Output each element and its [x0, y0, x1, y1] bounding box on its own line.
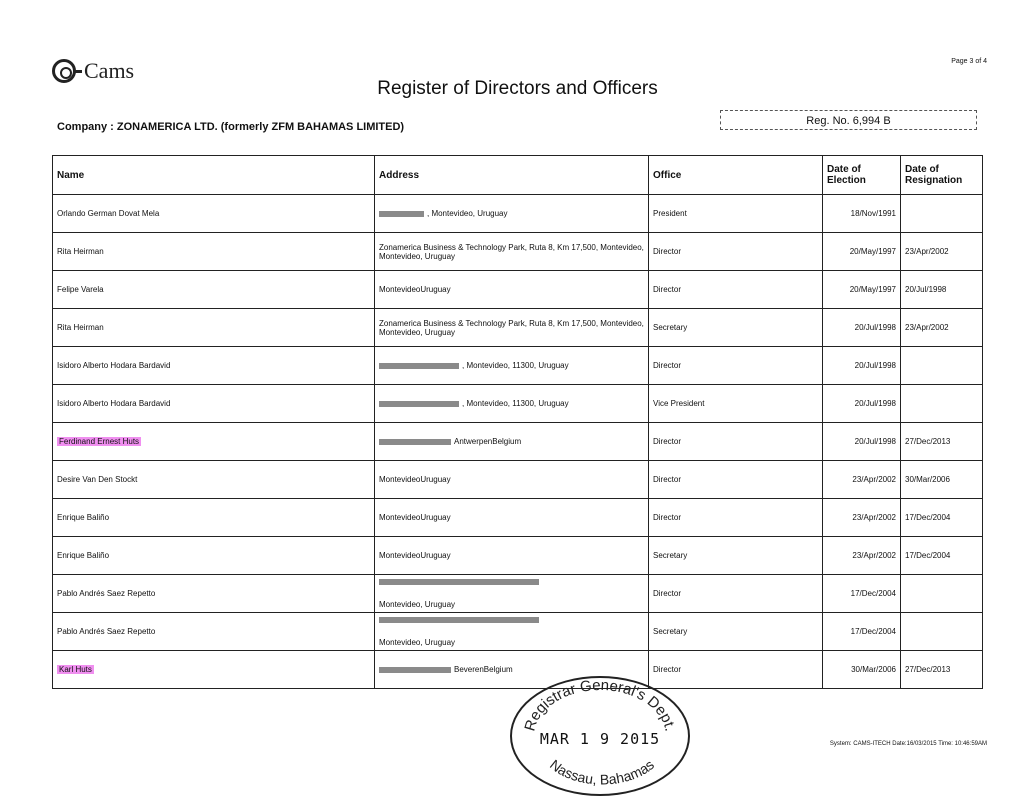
election-date: 20/Jul/1998 [823, 385, 901, 423]
redaction-bar [379, 579, 539, 585]
director-address: AntwerpenBelgium [375, 423, 649, 461]
director-address: MontevideoUruguay [375, 499, 649, 537]
table-row [53, 537, 983, 575]
registration-number: Reg. No. 6,994 B [720, 110, 977, 130]
table-row [53, 499, 983, 537]
director-address: , Montevideo, Uruguay [375, 195, 649, 233]
director-name: Enrique Baliño [53, 499, 375, 537]
director-office: Secretary [649, 537, 823, 575]
resignation-date [901, 575, 983, 613]
resignation-date: 27/Dec/2013 [901, 423, 983, 461]
resignation-date: 23/Apr/2002 [901, 309, 983, 347]
election-date: 20/Jul/1998 [823, 423, 901, 461]
election-date: 23/Apr/2002 [823, 461, 901, 499]
director-name: Rita Heirman [53, 233, 375, 271]
director-office: Secretary [649, 613, 823, 651]
director-office: Vice President [649, 385, 823, 423]
redaction-bar [379, 617, 539, 623]
director-office: Director [649, 423, 823, 461]
resignation-date [901, 347, 983, 385]
director-address: MontevideoUruguay [375, 461, 649, 499]
column-header-resignation: Date of Resignation [901, 156, 983, 195]
column-header-address: Address [375, 156, 649, 195]
resignation-date: 30/Mar/2006 [901, 461, 983, 499]
director-office: Director [649, 499, 823, 537]
table-header-row [53, 156, 983, 195]
table-row [53, 575, 983, 613]
redaction-bar [379, 439, 451, 445]
resignation-date [901, 195, 983, 233]
company-name: Company : ZONAMERICA LTD. (formerly ZFM BAHAMAS LIMITED) [57, 121, 405, 133]
column-header-name: Name [53, 156, 375, 195]
director-address: Zonamerica Business & Technology Park, Ruta 8, Km 17,500, Montevideo, Montevideo, Uruguay [375, 233, 649, 271]
resignation-date [901, 385, 983, 423]
logo-text: Cams [84, 58, 135, 83]
election-date: 20/May/1997 [823, 233, 901, 271]
election-date: 23/Apr/2002 [823, 499, 901, 537]
director-office: Director [649, 271, 823, 309]
stamp-bottom-text: Nassau, Bahamas [546, 756, 658, 788]
redaction-bar [379, 667, 451, 673]
resignation-date: 23/Apr/2002 [901, 233, 983, 271]
document-title: Register of Directors and Officers [377, 78, 658, 99]
director-address: MontevideoUruguay [375, 271, 649, 309]
resignation-date: 20/Jul/1998 [901, 271, 983, 309]
director-office: Director [649, 347, 823, 385]
director-address: MontevideoUruguay [375, 537, 649, 575]
stamp-top-text: Registrar General's Dept. [521, 678, 679, 733]
table-row [53, 271, 983, 309]
page-number: Page 3 of 4 [951, 58, 987, 65]
director-office: President [649, 195, 823, 233]
director-name [53, 651, 375, 689]
highlighted-name: Karl Huts [59, 665, 92, 674]
election-date: 20/Jul/1998 [823, 309, 901, 347]
election-date: 20/May/1997 [823, 271, 901, 309]
director-address: Montevideo, Uruguay [375, 575, 649, 613]
director-address: , Montevideo, 11300, Uruguay [375, 347, 649, 385]
director-name [53, 423, 375, 461]
director-office: Director [649, 575, 823, 613]
table-row [53, 613, 983, 651]
director-name: Desire Van Den Stockt [53, 461, 375, 499]
column-header-office: Office [649, 156, 823, 195]
election-date: 20/Jul/1998 [823, 347, 901, 385]
table-row [53, 423, 983, 461]
table-row [53, 233, 983, 271]
column-header-election: Date of Election [823, 156, 901, 195]
election-date: 18/Nov/1991 [823, 195, 901, 233]
director-name: Orlando German Dovat Mela [53, 195, 375, 233]
highlighted-name: Ferdinand Ernest Huts [59, 437, 140, 446]
director-name: Enrique Baliño [53, 537, 375, 575]
director-address: , Montevideo, 11300, Uruguay [375, 385, 649, 423]
director-name: Isidoro Alberto Hodara Bardavid [53, 385, 375, 423]
resignation-date: 17/Dec/2004 [901, 537, 983, 575]
director-name: Pablo Andrés Saez Repetto [53, 613, 375, 651]
stamp-date: MAR 1 9 2015 [539, 730, 661, 748]
registrar-stamp [510, 676, 690, 796]
director-office: Secretary [649, 309, 823, 347]
election-date: 23/Apr/2002 [823, 537, 901, 575]
director-name: Isidoro Alberto Hodara Bardavid [53, 347, 375, 385]
redaction-bar [379, 363, 459, 369]
election-date: 17/Dec/2004 [823, 575, 901, 613]
redaction-bar [379, 401, 459, 407]
table-row [53, 347, 983, 385]
director-office: Director [649, 233, 823, 271]
director-office: Director [649, 461, 823, 499]
table-row [53, 385, 983, 423]
director-name: Rita Heirman [53, 309, 375, 347]
table-row [53, 309, 983, 347]
director-name: Pablo Andrés Saez Repetto [53, 575, 375, 613]
table-row [53, 461, 983, 499]
table-row [53, 195, 983, 233]
director-office: Director [649, 651, 823, 689]
resignation-date [901, 613, 983, 651]
election-date: 17/Dec/2004 [823, 613, 901, 651]
system-footer: System: CAMS-ITECH Date:16/03/2015 Time: 10:46:59AM [829, 741, 987, 747]
director-address: Montevideo, Uruguay [375, 613, 649, 651]
resignation-date: 17/Dec/2004 [901, 499, 983, 537]
director-address: BeverenBelgium [375, 651, 649, 689]
register-table [52, 155, 983, 689]
redaction-bar [379, 211, 424, 217]
election-date: 30/Mar/2006 [823, 651, 901, 689]
director-address: Zonamerica Business & Technology Park, Ruta 8, Km 17,500, Montevideo, Montevideo, Uruguay [375, 309, 649, 347]
director-name: Felipe Varela [53, 271, 375, 309]
resignation-date: 27/Dec/2013 [901, 651, 983, 689]
